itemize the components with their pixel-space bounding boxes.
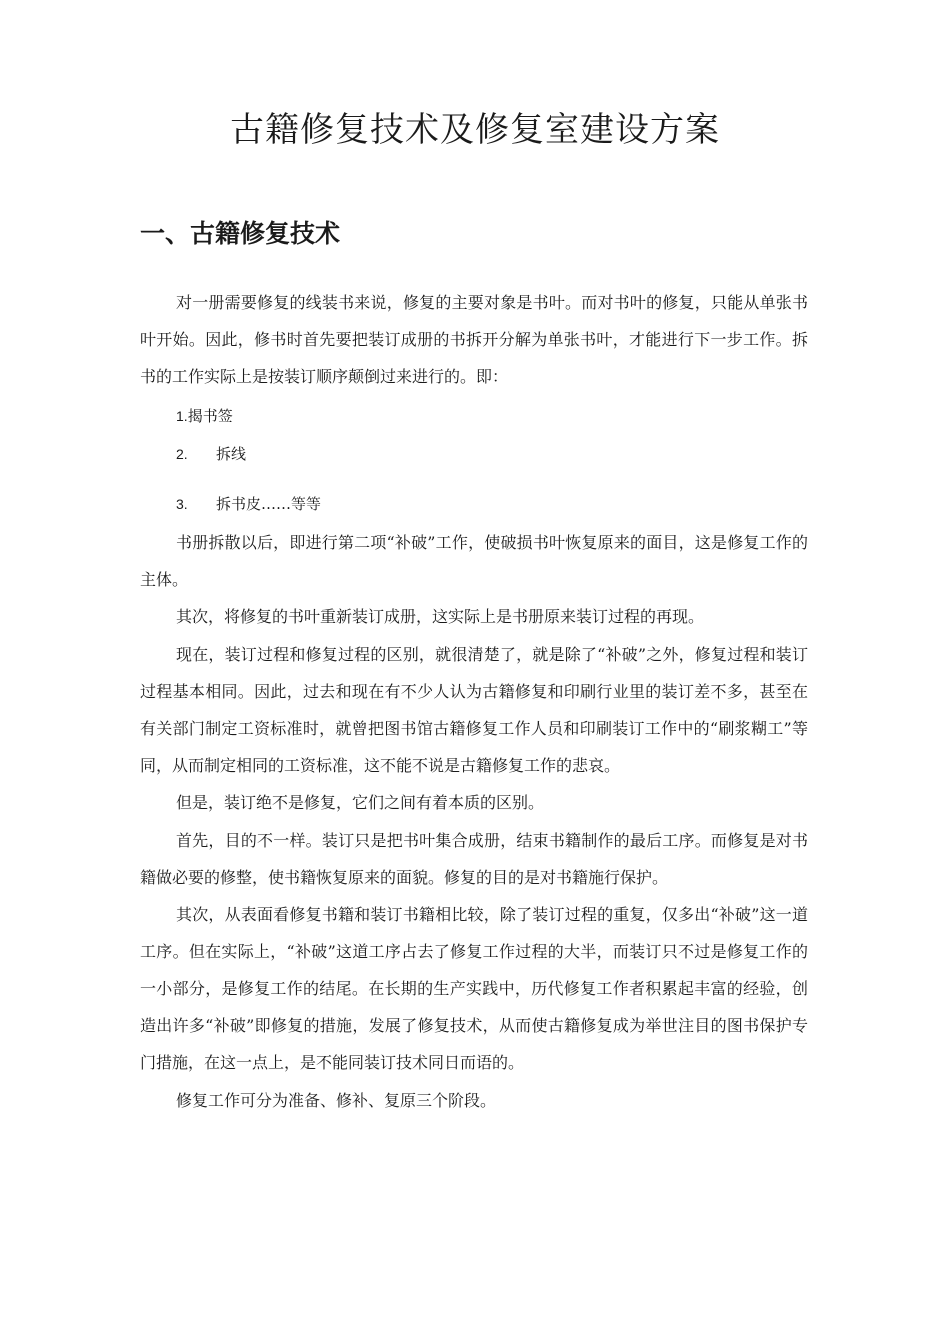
paragraph: 首先，目的不一样。装订只是把书叶集合成册，结束书籍制作的最后工序。而修复是对书籍做必要的修整，使书籍恢复原来的面貌。修复的目的是对书籍施行保护。 bbox=[140, 831, 808, 887]
paragraph: 其次，将修复的书叶重新装订成册，这实际上是书册原来装订过程的再现。 bbox=[176, 607, 705, 626]
list-item bbox=[176, 492, 321, 516]
list-item-number: 1. bbox=[176, 408, 188, 424]
paragraph: 现在，装订过程和修复过程的区别，就很清楚了，就是除了“补破”之外，修复过程和装订过程基本相同。因此，过去和现在有不少人认为古籍修复和印刷行业里的装订差不多，甚至在有关部门制定工资标准时，就曾把图书馆古籍修复工作人员和印刷装订工作中的“刷浆糊工”等同，从而制定相同的工资标准，这不能不说是古籍修复工作的悲哀。 bbox=[140, 645, 808, 775]
list-item bbox=[176, 442, 246, 466]
list-item-text: 揭书签 bbox=[187, 407, 233, 425]
list-item-number: 2. bbox=[176, 446, 188, 462]
paragraph: 书册拆散以后，即进行第二项“补破”工作，使破损书叶恢复原来的面目，这是修复工作的主体。 bbox=[140, 533, 808, 589]
list-item-number: 3. bbox=[176, 496, 188, 512]
list-item bbox=[176, 404, 233, 428]
section-heading: 一、古籍修复技术 bbox=[140, 219, 341, 248]
paragraph-intro: 对一册需要修复的线装书来说，修复的主要对象是书叶。而对书叶的修复，只能从单张书叶开始。因此，修书时首先要把装订成册的书拆开分解为单张书叶，才能进行下一步工作。拆书的工作实际上是按装订顺序颠倒过来进行的。即： bbox=[140, 293, 808, 386]
paragraph: 修复工作可分为准备、修补、复原三个阶段。 bbox=[176, 1091, 497, 1110]
paragraph: 其次，从表面看修复书籍和装订书籍相比较，除了装订过程的重复，仅多出“补破”这一道工序。但在实际上，“补破”这道工序占去了修复工作过程的大半，而装订只不过是修复工作的一小部分，是修复工作的结尾。在长期的生产实践中，历代修复工作者积累起丰富的经验，创造出许多“补破”即修复的措施，发展了修复技术，从而使古籍修复成为举世注目的图书保护专门措施，在这一点上，是不能同装订技术同日而语的。 bbox=[140, 905, 808, 1072]
paragraph: 但是，装订绝不是修复，它们之间有着本质的区别。 bbox=[176, 793, 545, 812]
list-item-text: 拆书皮……等等 bbox=[216, 495, 322, 513]
list-item-text: 拆线 bbox=[216, 445, 247, 463]
document-title: 古籍修复技术及修复室建设方案 bbox=[230, 110, 720, 150]
